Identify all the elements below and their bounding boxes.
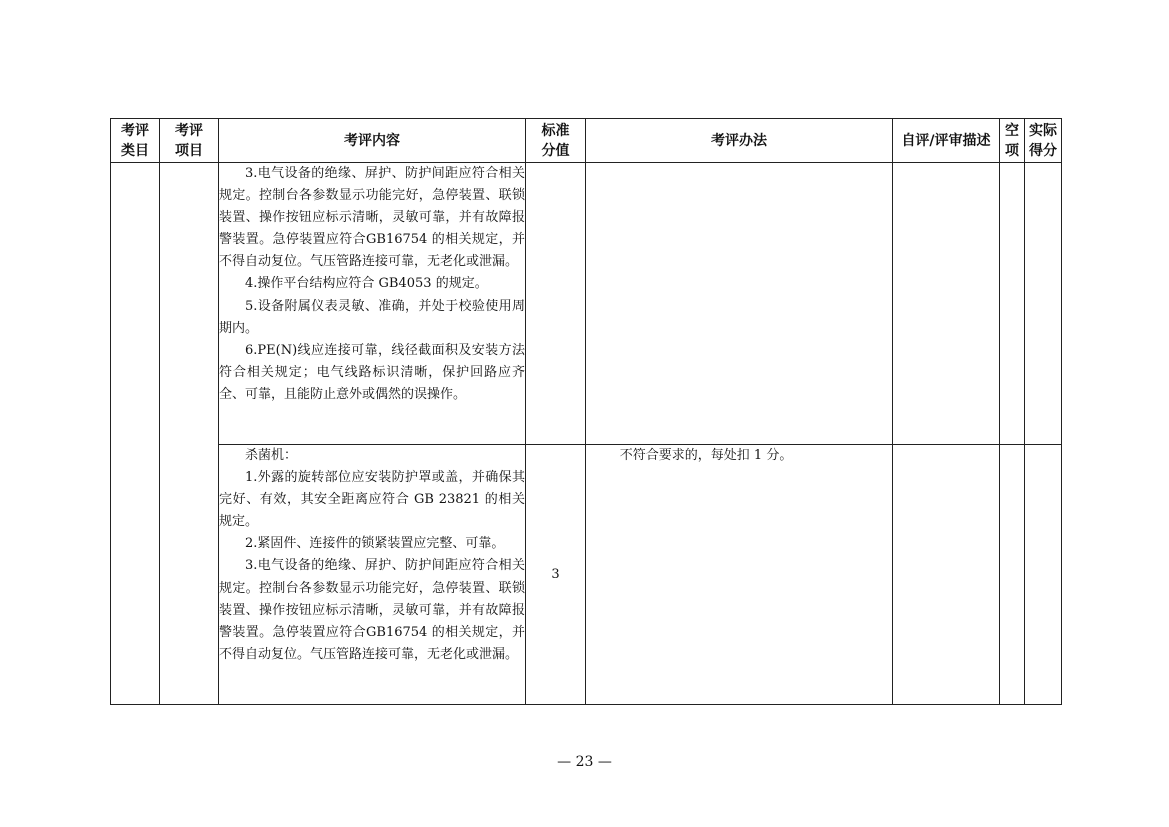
table-row [111,445,1062,705]
header-content: 考评内容 [219,119,526,163]
content-paragraph: 5.设备附属仪表灵敏、准确，并处于校验使用周期内。 [219,298,525,336]
table-header-row [111,119,1062,163]
evaluation-table [110,118,1062,705]
content-paragraph: 3.电气设备的绝缘、屏护、防护间距应符合相关规定。控制台各参数显示功能完好，急停装置、联锁装置、操作按钮应标示清晰，灵敏可靠，并有故障报警装置。急停装置应符合GB16754 的相关规定，并不得自动复位。气压管路连接可靠，无老化或泄漏。 [219,558,525,662]
score-cell [526,163,586,445]
header-blank: 空 项 [1000,119,1025,163]
header-self-review: 自评/评审描述 [893,119,1000,163]
self-review-cell [893,445,1000,705]
blank-cell [1000,163,1025,445]
self-review-cell [893,163,1000,445]
page-number: — 23 — [557,754,612,770]
content-cell [219,445,526,705]
actual-score-cell [1025,163,1062,445]
item-cell [160,163,219,705]
content-paragraph: 1.外露的旋转部位应安装防护罩或盖，并确保其完好、有效，其安全距离应符合 GB 23821 的相关规定。 [219,470,525,530]
method-cell [586,163,893,445]
content-paragraph: 3.电气设备的绝缘、屏护、防护间距应符合相关规定。控制台各参数显示功能完好，急停装置、联锁装置、操作按钮应标示清晰，灵敏可靠，并有故障报警装置。急停装置应符合GB16754 的相关规定，并不得自动复位。气压管路连接可靠，无老化或泄漏。 [219,166,525,270]
category-cell [111,163,160,705]
content-paragraph: 4.操作平台结构应符合 GB4053 的规定。 [245,276,488,292]
header-item: 考评 项目 [160,119,219,163]
content-paragraph: 6.PE(N)线应连接可靠，线径截面积及安装方法符合相关规定；电气线路标识清晰，保护回路应齐全、可靠，且能防止意外或偶然的误操作。 [219,342,525,402]
content-paragraph: 杀菌机： [245,448,298,463]
table-row [111,163,1062,445]
header-method: 考评办法 [586,119,893,163]
content-cell [219,163,526,445]
blank-cell [1000,445,1025,705]
score-cell: 3 [526,445,586,705]
actual-score-cell [1025,445,1062,705]
method-cell: 不符合要求的，每处扣 1 分。 [586,445,893,705]
header-standard-score: 标准 分值 [526,119,586,163]
header-category: 考评 类目 [111,119,160,163]
header-actual-score: 实际 得分 [1025,119,1062,163]
content-paragraph: 2.紧固件、连接件的锁紧装置应完整、可靠。 [245,536,505,552]
